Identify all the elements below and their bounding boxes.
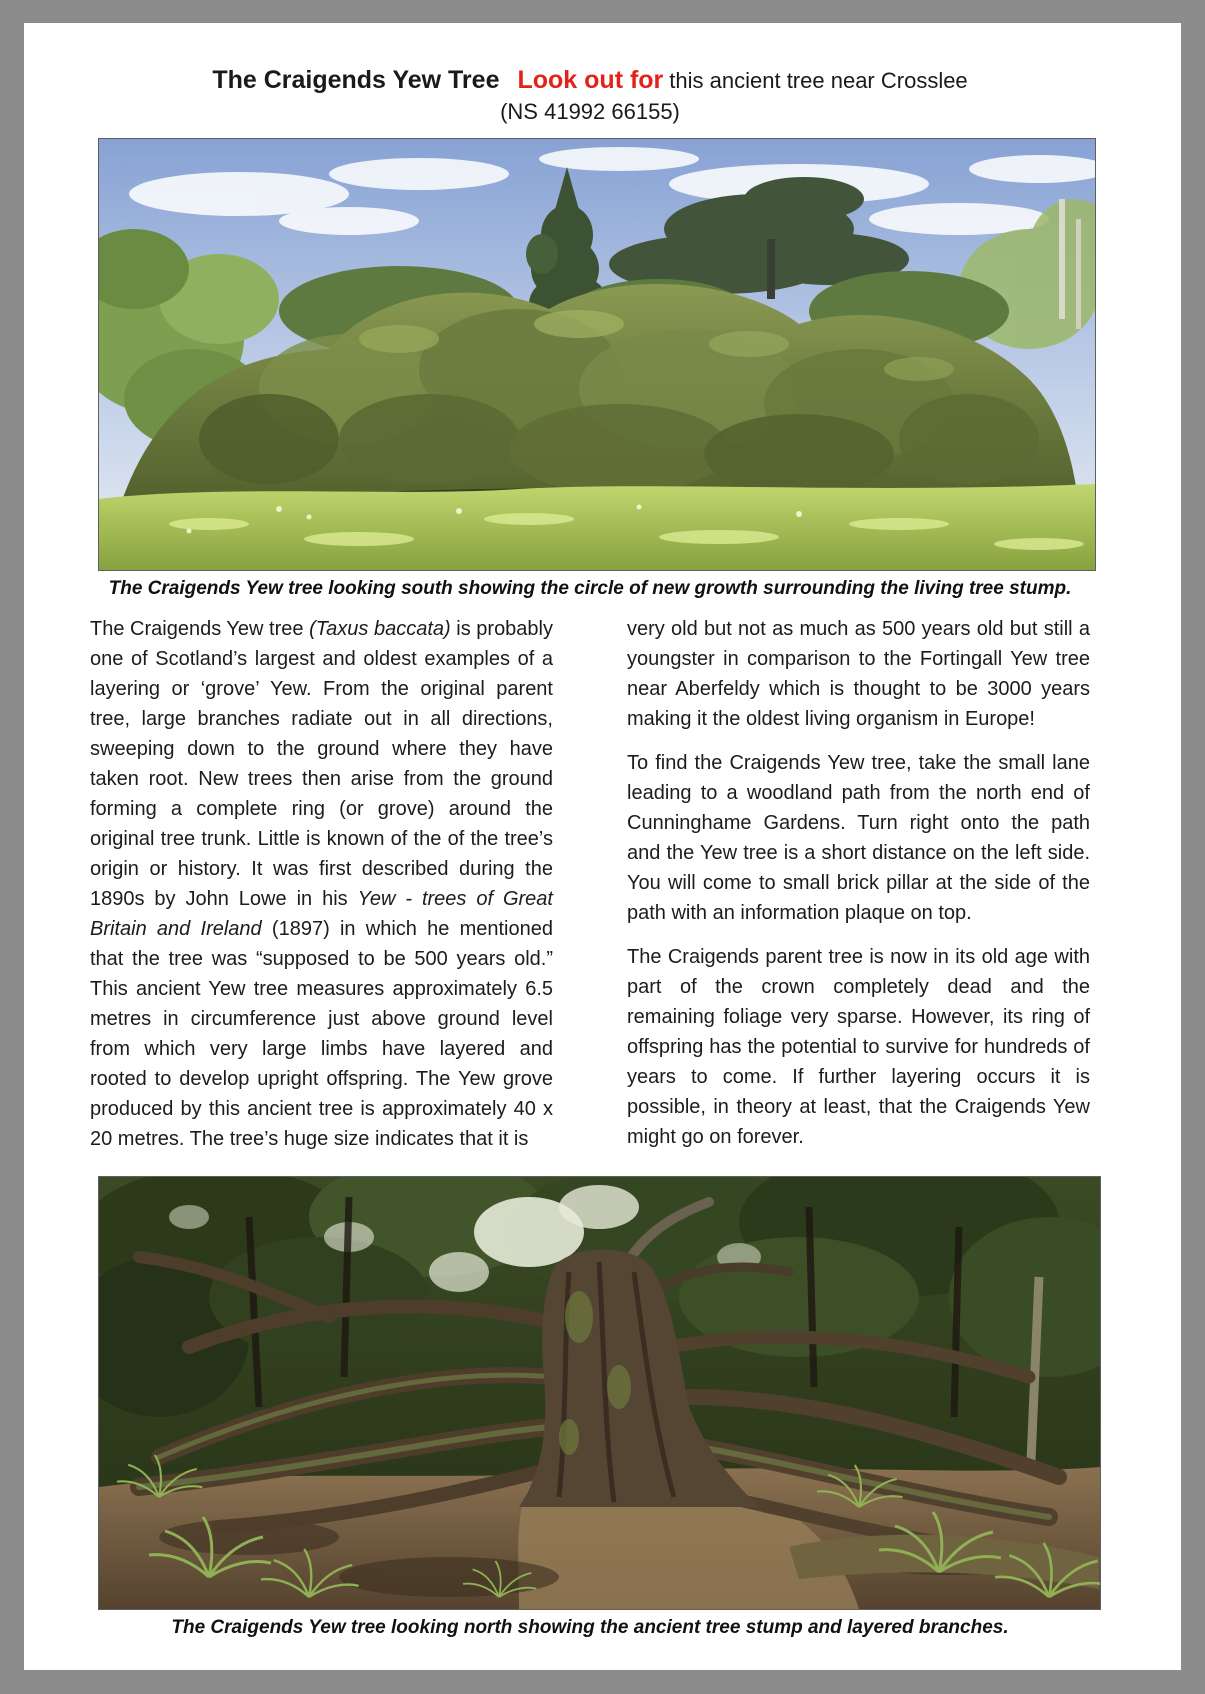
body-text: (1897) in which he mentioned that the tree was “supposed to be 500 years old.” This ancient Yew tree measures approximately 6.5 metres in circumference just above ground level from which very large limbs have layered and rooted to develop upright offspring. The Yew grove produced by this ancient tree is approximately 40 x 20 metres. The tree’s huge size indicates that it is [90,917,553,1150]
body-text: The Craigends Yew tree [90,617,310,640]
body-text: very old but not as much as 500 years old but still a youngster in comparison to the Fortingall Yew tree near Aberfeldy which is thought to be 3000 years making it the oldest living organism in Europe! [627,617,1090,730]
title-line [90,65,1090,96]
tree-stump-photo [98,1176,1090,1610]
top-photo-figure [90,138,1090,602]
body-paragraph [627,614,1090,734]
right-column [627,614,1090,1154]
document-header [90,23,1090,126]
left-column [90,614,553,1154]
bottom-photo-caption: The Craigends Yew tree looking north showing the ancient tree stump and layered branches. [171,1616,1009,1638]
document-page [24,23,1181,1670]
grid-reference: (NS 41992 66155) [500,99,680,125]
body-text: is probably one of Scotland’s largest and oldest examples of a layering or ‘grove’ Yew. From the original parent tree, large branches radiate out in all directions, sweeping down to the ground where they have taken root. New trees then arise from the ground forming a complete ring (or grove) around the original tree trunk. Little is known of the of the tree’s origin or history. It was first described during the 1890s by John Lowe in his [90,617,553,910]
title-subtext: this ancient tree near Crosslee [669,68,968,93]
yew-grove-photo [98,138,1090,571]
page-title: The Craigends Yew Tree [212,66,500,94]
body-paragraph [627,748,1090,928]
content-area [90,23,1090,1641]
body-text: To find the Craigends Yew tree, take the small lane leading to a woodland path from the north end of Cunninghame Gardens. Turn right onto the path and the Yew tree is a short distance on the left side. You will come to small brick pillar at the side of the path with an information plaque on top. [627,751,1090,924]
body-paragraph [627,942,1090,1152]
body-text: The Craigends parent tree is now in its old age with part of the crown completely dead and the remaining foliage very sparse. However, its ring of offspring has the potential to survive for hundreds of years to come. If further layering occurs it is possible, in theory at least, that the Craigends Yew might go on forever. [627,945,1090,1148]
italic-text: Yew - trees of Great Britain and Ireland [90,887,553,940]
italic-text: (Taxus baccata) [309,617,451,640]
lookout-highlight: Look out for [517,66,664,94]
body-paragraph [90,614,553,1154]
article-body [90,614,1090,1154]
bottom-photo-figure [90,1176,1090,1641]
top-photo-caption: The Craigends Yew tree looking south showing the circle of new growth surrounding the living tree stump. [108,577,1072,599]
